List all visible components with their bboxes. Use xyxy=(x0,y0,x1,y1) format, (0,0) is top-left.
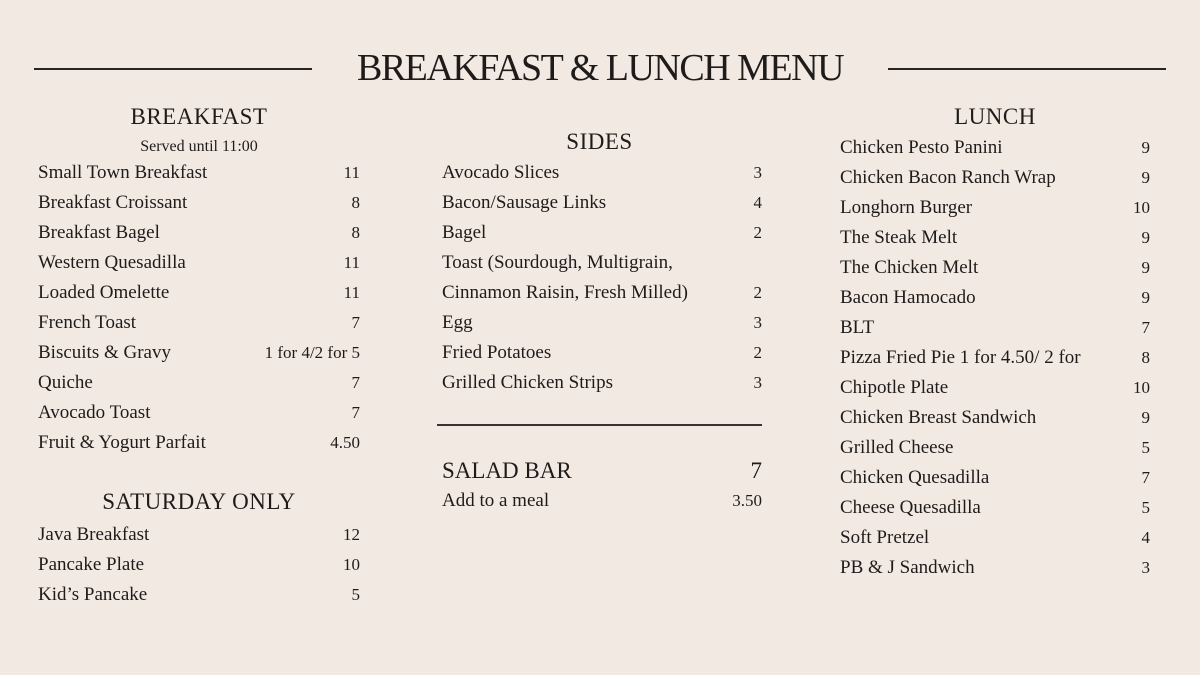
menu-item xyxy=(437,158,762,188)
menu-item xyxy=(840,193,1150,223)
menu-item xyxy=(38,248,360,278)
menu-item xyxy=(840,133,1150,163)
item-price: 11 xyxy=(343,283,360,302)
menu-item xyxy=(840,433,1150,463)
item-name: Breakfast Croissant xyxy=(38,192,188,213)
salad-bar-heading xyxy=(437,456,762,486)
menu-item xyxy=(840,163,1150,193)
item-price: 10 xyxy=(1133,198,1150,217)
item-name: Bagel xyxy=(442,222,487,243)
item-name: Breakfast Bagel xyxy=(38,222,160,243)
item-name: Biscuits & Gravy xyxy=(38,342,171,363)
title-rule-left xyxy=(34,68,312,70)
breakfast-list xyxy=(38,158,360,458)
item-price: 11 xyxy=(343,253,360,272)
menu-item xyxy=(437,486,762,516)
item-price: 7 xyxy=(1141,468,1150,487)
menu-item xyxy=(840,283,1150,313)
menu-item xyxy=(840,343,1150,373)
menu-item xyxy=(840,253,1150,283)
menu-item xyxy=(38,188,360,218)
page-title: BREAKFAST & LUNCH MENU xyxy=(356,47,844,89)
item-name: Pizza Fried Pie 1 for 4.50/ 2 for xyxy=(840,347,1081,368)
item-name: The Chicken Melt xyxy=(840,257,979,278)
menu-item xyxy=(38,218,360,248)
menu-item xyxy=(38,308,360,338)
item-price: 9 xyxy=(1141,258,1150,277)
menu-item xyxy=(840,223,1150,253)
menu-item xyxy=(38,428,360,458)
item-price: 4 xyxy=(753,193,762,212)
sides-column xyxy=(437,128,762,516)
salad-bar-price: 7 xyxy=(750,458,762,483)
item-price: 2 xyxy=(753,223,762,242)
item-price: 12 xyxy=(343,525,360,544)
item-name: Fruit & Yogurt Parfait xyxy=(38,432,206,453)
lunch-column xyxy=(840,103,1150,583)
item-price: 8 xyxy=(351,193,360,212)
saturday-section xyxy=(38,488,360,610)
item-price: 11 xyxy=(343,163,360,182)
menu-item xyxy=(437,218,762,248)
item-price: 9 xyxy=(1141,408,1150,427)
item-name: Longhorn Burger xyxy=(840,197,973,218)
salad-bar-title: SALAD BAR xyxy=(442,458,572,483)
menu-item xyxy=(437,338,762,368)
menu-item xyxy=(38,338,360,368)
lunch-list xyxy=(840,133,1150,583)
item-price: 2 xyxy=(753,283,762,302)
item-name: Chicken Breast Sandwich xyxy=(840,407,1037,428)
item-name: Chicken Bacon Ranch Wrap xyxy=(840,167,1056,188)
saturday-list xyxy=(38,520,360,610)
menu-item xyxy=(840,553,1150,583)
item-name: Avocado Toast xyxy=(38,402,151,423)
menu-item xyxy=(840,463,1150,493)
item-price: 1 for 4/2 for 5 xyxy=(264,343,360,362)
item-price: 3 xyxy=(753,313,762,332)
item-price: 4.50 xyxy=(330,433,360,452)
item-price: 10 xyxy=(343,555,360,574)
saturday-heading: SATURDAY ONLY xyxy=(102,489,296,514)
item-price: 8 xyxy=(351,223,360,242)
item-price: 3 xyxy=(1141,558,1150,577)
item-name: Loaded Omelette xyxy=(38,282,170,303)
item-name: Chicken Pesto Panini xyxy=(840,137,1003,158)
item-name: Grilled Cheese xyxy=(840,437,954,458)
item-price: 9 xyxy=(1141,288,1150,307)
item-name: Pancake Plate xyxy=(38,554,145,575)
section-divider xyxy=(437,424,762,426)
item-name: French Toast xyxy=(38,312,137,333)
salad-bar-list xyxy=(437,486,762,516)
item-name: Egg xyxy=(442,312,473,333)
menu-item xyxy=(38,550,360,580)
item-name: Kid’s Pancake xyxy=(38,584,148,605)
item-price: 4 xyxy=(1141,528,1150,547)
breakfast-hours-note: Served until 11:00 xyxy=(140,138,258,155)
item-name: Chicken Quesadilla xyxy=(840,467,990,488)
item-price: 5 xyxy=(1141,498,1150,517)
menu-item xyxy=(840,373,1150,403)
menu-item xyxy=(38,398,360,428)
menu-item xyxy=(840,313,1150,343)
item-name: Cheese Quesadilla xyxy=(840,497,981,518)
item-name: Fried Potatoes xyxy=(442,342,552,363)
item-name: Western Quesadilla xyxy=(38,252,186,273)
title-rule-right xyxy=(888,68,1166,70)
item-price: 7 xyxy=(1141,318,1150,337)
item-name: Bacon Hamocado xyxy=(840,287,976,308)
menu-item xyxy=(840,523,1150,553)
item-price: 3 xyxy=(753,373,762,392)
breakfast-heading: BREAKFAST xyxy=(130,104,268,129)
item-name: Small Town Breakfast xyxy=(38,162,208,183)
item-price: 7 xyxy=(351,403,360,422)
item-name: Quiche xyxy=(38,372,93,393)
menu-item xyxy=(38,368,360,398)
item-name: Bacon/Sausage Links xyxy=(442,192,607,213)
item-name: Add to a meal xyxy=(442,490,550,511)
menu-item xyxy=(437,188,762,218)
item-name: PB & J Sandwich xyxy=(840,557,975,578)
item-price: 7 xyxy=(351,313,360,332)
item-price: 10 xyxy=(1133,378,1150,397)
breakfast-column xyxy=(38,103,360,610)
item-price: 5 xyxy=(351,585,360,604)
menu-item xyxy=(38,580,360,610)
menu-item xyxy=(38,158,360,188)
item-name-line1: Toast (Sourdough, Multigrain, xyxy=(442,252,673,273)
menu-item xyxy=(840,493,1150,523)
item-price: 9 xyxy=(1141,168,1150,187)
item-price: 3.50 xyxy=(732,491,762,510)
menu-item-toast xyxy=(437,248,762,308)
item-name-row2 xyxy=(442,278,762,308)
item-name-line2: Cinnamon Raisin, Fresh Milled) xyxy=(442,282,688,303)
item-price: 5 xyxy=(1141,438,1150,457)
menu-item xyxy=(437,368,762,398)
item-name: Chipotle Plate xyxy=(840,377,949,398)
item-name: Grilled Chicken Strips xyxy=(442,372,613,393)
menu-item xyxy=(840,403,1150,433)
sides-heading: SIDES xyxy=(566,129,633,154)
item-name: Avocado Slices xyxy=(442,162,560,183)
item-price: 8 xyxy=(1141,348,1150,367)
menu-item xyxy=(38,278,360,308)
item-name: Java Breakfast xyxy=(38,524,150,545)
menu-header xyxy=(34,44,1166,92)
item-price: 9 xyxy=(1141,228,1150,247)
menu-item xyxy=(437,308,762,338)
item-name: The Steak Melt xyxy=(840,227,958,248)
item-name: Soft Pretzel xyxy=(840,527,930,548)
item-price: 7 xyxy=(351,373,360,392)
item-price: 3 xyxy=(753,163,762,182)
lunch-heading: LUNCH xyxy=(954,104,1036,129)
menu-item xyxy=(38,520,360,550)
item-price: 2 xyxy=(753,343,762,362)
sides-list xyxy=(437,158,762,398)
item-price: 9 xyxy=(1141,138,1150,157)
item-name: BLT xyxy=(840,317,875,338)
